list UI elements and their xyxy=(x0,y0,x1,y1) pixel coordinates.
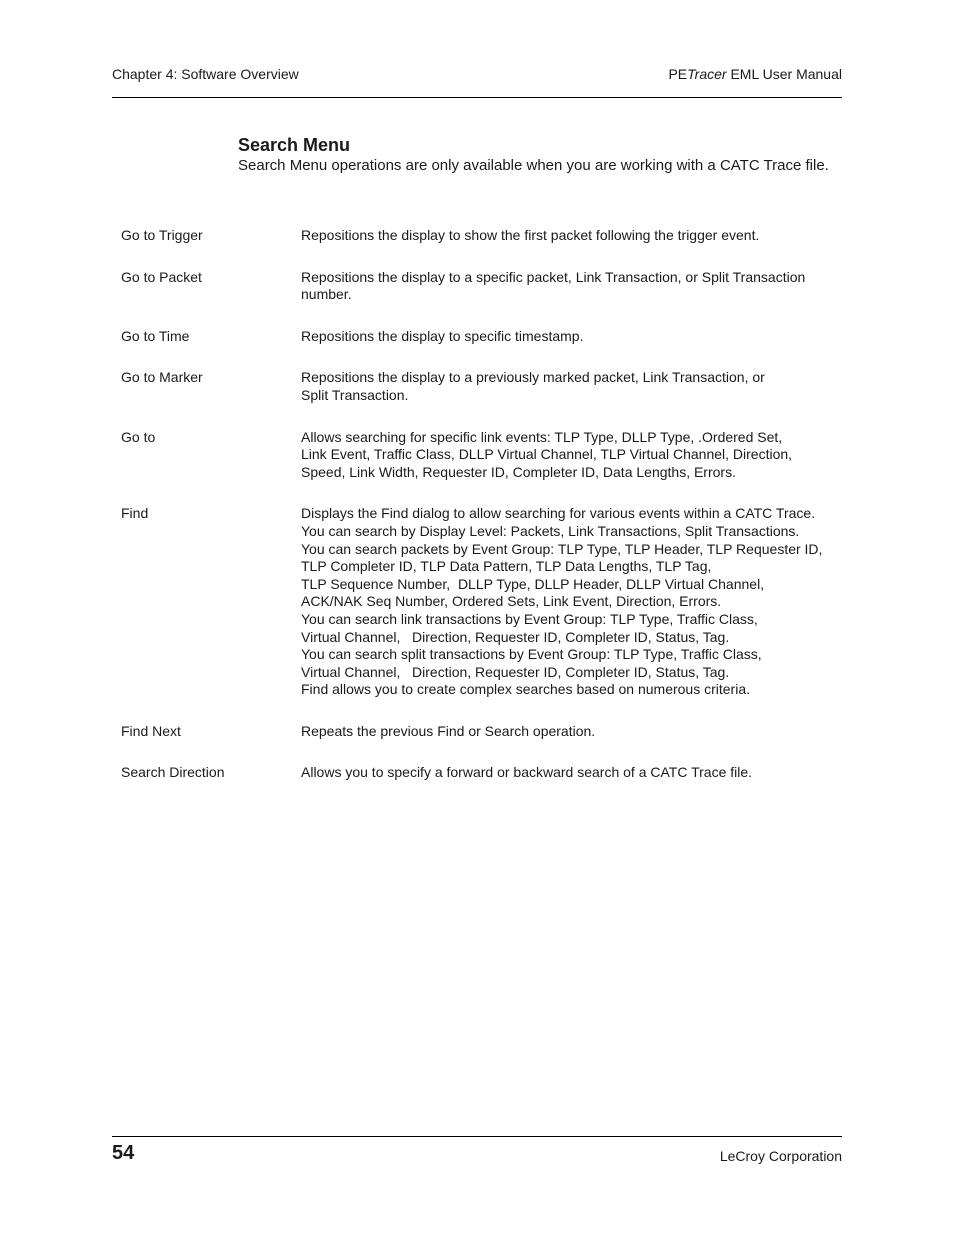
page-number: 54 xyxy=(112,1142,135,1164)
menu-entry-description xyxy=(301,505,841,699)
description-line: Speed, Link Width, Requester ID, Completer ID, Data Lengths, Errors. xyxy=(301,463,736,480)
menu-entry-description xyxy=(301,429,841,482)
menu-entries-list xyxy=(121,227,841,806)
menu-entry-term: Find xyxy=(121,505,149,522)
description-line: number. xyxy=(301,286,352,303)
chapter-header: Chapter 4: Software Overview xyxy=(112,66,299,82)
section-intro: Search Menu operations are only available when you are working with a CATC Trace file. xyxy=(238,157,829,174)
menu-entry-description xyxy=(301,369,841,404)
menu-entry-description xyxy=(301,328,841,346)
description-line: You can search by Display Level: Packets, Link Transactions, Split Transactions. xyxy=(301,522,800,539)
description-line: Repositions the display to a specific packet, Link Transaction, or Split Transaction xyxy=(301,268,806,285)
description-line: Find allows you to create complex searches based on numerous criteria. xyxy=(301,681,750,698)
menu-entry xyxy=(121,764,841,782)
description-line: TLP Sequence Number, DLLP Type, DLLP Header, DLLP Virtual Channel, xyxy=(301,575,765,592)
menu-entry-description xyxy=(301,227,841,245)
menu-entry-description xyxy=(301,723,841,741)
menu-entry-term: Go to xyxy=(121,428,156,445)
description-line: Repositions the display to specific timestamp. xyxy=(301,327,584,344)
description-line: Repositions the display to show the first packet following the trigger event. xyxy=(301,227,760,243)
description-line: Repositions the display to a previously marked packet, Link Transaction, or xyxy=(301,369,765,386)
description-line: Repeats the previous Find or Search operation. xyxy=(301,722,596,739)
description-line: You can search split transactions by Event Group: TLP Type, Traffic Class, xyxy=(301,646,762,663)
description-line: Displays the Find dialog to allow searching for various events within a CATC Trace. xyxy=(301,505,816,522)
company-footer: LeCroy Corporation xyxy=(719,1148,842,1164)
menu-entry-description xyxy=(301,269,841,304)
manual-title-suffix: EML User Manual xyxy=(726,66,842,82)
description-line: You can search packets by Event Group: TLP Type, TLP Header, TLP Requester ID, xyxy=(301,540,823,557)
description-line: Allows searching for specific link events: TLP Type, DLLP Type, .Ordered Set, xyxy=(301,428,783,445)
menu-entry xyxy=(121,269,841,304)
menu-entry-term: Search Direction xyxy=(121,764,225,781)
menu-entry-term: Go to Time xyxy=(121,327,190,344)
manual-title-header xyxy=(668,66,842,82)
menu-entry-term: Go to Trigger xyxy=(121,227,203,243)
description-line: Link Event, Traffic Class, DLLP Virtual Channel, TLP Virtual Channel, Direction, xyxy=(301,446,793,463)
description-line: TLP Completer ID, TLP Data Pattern, TLP Data Lengths, TLP Tag, xyxy=(301,558,712,575)
footer-divider xyxy=(112,1136,842,1137)
menu-entry-term: Go to Packet xyxy=(121,268,202,285)
menu-entry-term: Find Next xyxy=(121,722,181,739)
menu-entry xyxy=(121,369,841,404)
menu-entry xyxy=(121,328,841,346)
description-line: Allows you to specify a forward or backward search of a CATC Trace file. xyxy=(301,764,753,781)
menu-entry-term: Go to Marker xyxy=(121,369,203,386)
description-line: Virtual Channel, Direction, Requester ID, Completer ID, Status, Tag. xyxy=(301,628,730,645)
menu-entry xyxy=(121,429,841,482)
description-line: ACK/NAK Seq Number, Ordered Sets, Link Event, Direction, Errors. xyxy=(301,593,722,610)
menu-entry xyxy=(121,723,841,741)
manual-title-italic: Tracer xyxy=(687,66,727,82)
description-line: Split Transaction. xyxy=(301,386,409,403)
menu-entry-description xyxy=(301,764,841,782)
description-line: You can search link transactions by Event Group: TLP Type, Traffic Class, xyxy=(301,610,758,627)
section-title: Search Menu xyxy=(238,135,351,155)
header-divider xyxy=(112,97,842,98)
menu-entry xyxy=(121,227,841,245)
menu-entry xyxy=(121,505,841,699)
manual-title-prefix: PE xyxy=(668,66,688,82)
description-line: Virtual Channel, Direction, Requester ID, Completer ID, Status, Tag. xyxy=(301,663,730,680)
